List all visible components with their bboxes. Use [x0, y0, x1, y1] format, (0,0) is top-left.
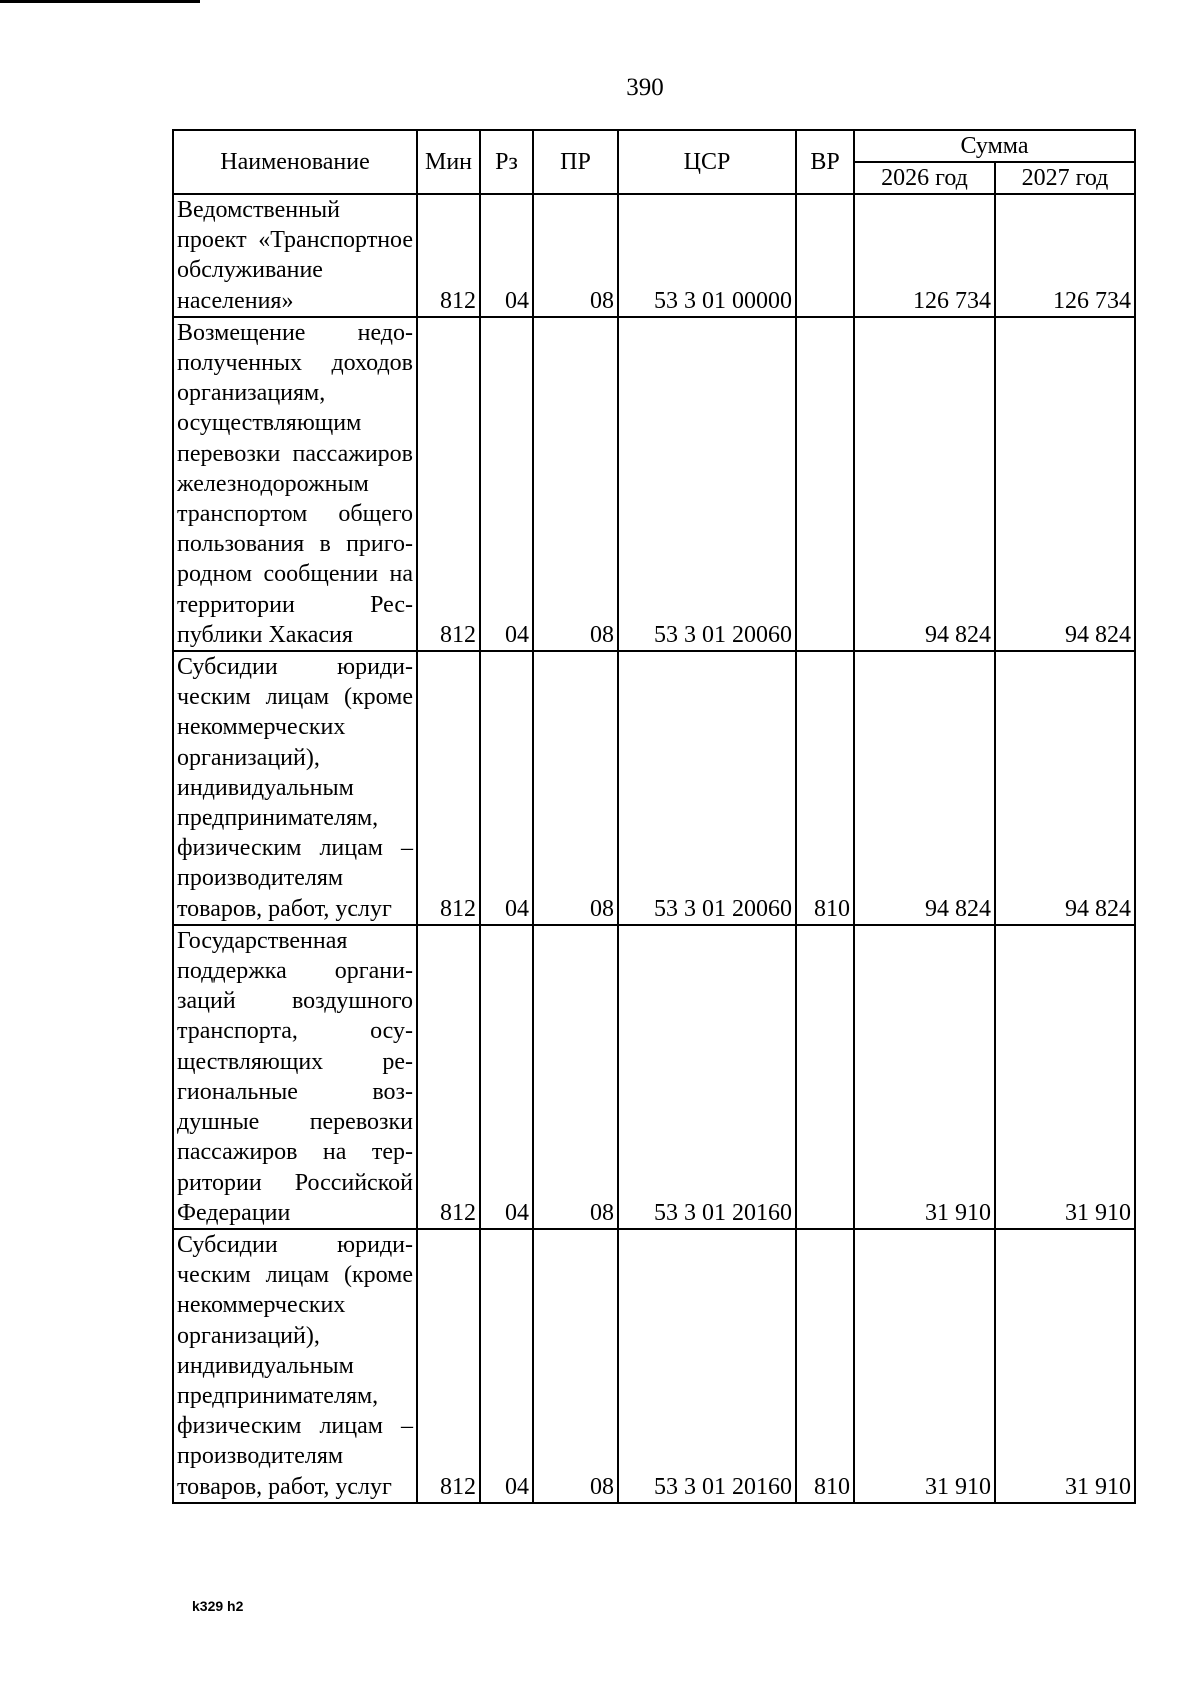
- header-vr: ВР: [796, 130, 854, 194]
- row-sum-2026: 94 824: [854, 651, 995, 925]
- row-min: 812: [417, 925, 480, 1229]
- table-row: [173, 317, 1135, 651]
- row-rz: 04: [480, 925, 533, 1229]
- table-row: [173, 1229, 1135, 1503]
- row-sum-2026: 94 824: [854, 317, 995, 651]
- row-vr: 810: [796, 651, 854, 925]
- document-code: k329 h2: [192, 1598, 244, 1614]
- header-pr: ПР: [533, 130, 618, 194]
- table-row: [173, 651, 1135, 925]
- header-year-2026: 2026 год: [854, 162, 995, 194]
- row-sum-2026: 31 910: [854, 1229, 995, 1503]
- row-min: 812: [417, 1229, 480, 1503]
- row-rz: 04: [480, 651, 533, 925]
- row-pr: 08: [533, 651, 618, 925]
- row-rz: 04: [480, 194, 533, 317]
- row-pr: 08: [533, 925, 618, 1229]
- row-csr: 53 3 01 20060: [618, 651, 796, 925]
- scan-edge-line: [0, 0, 200, 3]
- row-vr: [796, 925, 854, 1229]
- row-sum-2027: 94 824: [995, 651, 1135, 925]
- row-name: Субсидии юридическим лицам (кроме некоммерческих организаций), индивидуальным предпринимателям, физическим лицам – производителям товаров, работ, услуг: [173, 651, 417, 925]
- header-year-2027: 2027 год: [995, 162, 1135, 194]
- row-sum-2027: 94 824: [995, 317, 1135, 651]
- row-min: 812: [417, 651, 480, 925]
- header-rz: Рз: [480, 130, 533, 194]
- table-header: [173, 130, 1135, 194]
- row-min: 812: [417, 317, 480, 651]
- row-sum-2027: 31 910: [995, 925, 1135, 1229]
- row-name: Ведомственный проект «Транспортное обслуживание населения»: [173, 194, 417, 317]
- header-sum: Сумма: [854, 130, 1135, 162]
- row-sum-2027: 126 734: [995, 194, 1135, 317]
- header-csr: ЦСР: [618, 130, 796, 194]
- row-csr: 53 3 01 20060: [618, 317, 796, 651]
- row-rz: 04: [480, 1229, 533, 1503]
- row-pr: 08: [533, 1229, 618, 1503]
- table-row: [173, 194, 1135, 317]
- row-sum-2026: 126 734: [854, 194, 995, 317]
- row-rz: 04: [480, 317, 533, 651]
- table-row: [173, 925, 1135, 1229]
- row-csr: 53 3 01 20160: [618, 1229, 796, 1503]
- row-vr: [796, 317, 854, 651]
- row-sum-2027: 31 910: [995, 1229, 1135, 1503]
- row-pr: 08: [533, 194, 618, 317]
- row-name: Возмещение недополученных доходов организациям, осуществляющим перевозки пассажиров железнодорожным транспортом общего пользования в пригородном сообщении на территории Республики Хакасия: [173, 317, 417, 651]
- row-pr: 08: [533, 317, 618, 651]
- row-sum-2026: 31 910: [854, 925, 995, 1229]
- row-name: Государственная поддержка организаций воздушного транспорта, осуществляющих региональные воздушные перевозки пассажиров на территории Российской Федерации: [173, 925, 417, 1229]
- page-number: 390: [626, 74, 664, 101]
- row-vr: [796, 194, 854, 317]
- row-vr: 810: [796, 1229, 854, 1503]
- header-min: Мин: [417, 130, 480, 194]
- header-name: Наименование: [173, 130, 417, 194]
- row-csr: 53 3 01 20160: [618, 925, 796, 1229]
- row-name: Субсидии юридическим лицам (кроме некоммерческих организаций), индивидуальным предпринимателям, физическим лицам – производителям товаров, работ, услуг: [173, 1229, 417, 1503]
- row-csr: 53 3 01 00000: [618, 194, 796, 317]
- budget-table: [172, 129, 1136, 1504]
- row-min: 812: [417, 194, 480, 317]
